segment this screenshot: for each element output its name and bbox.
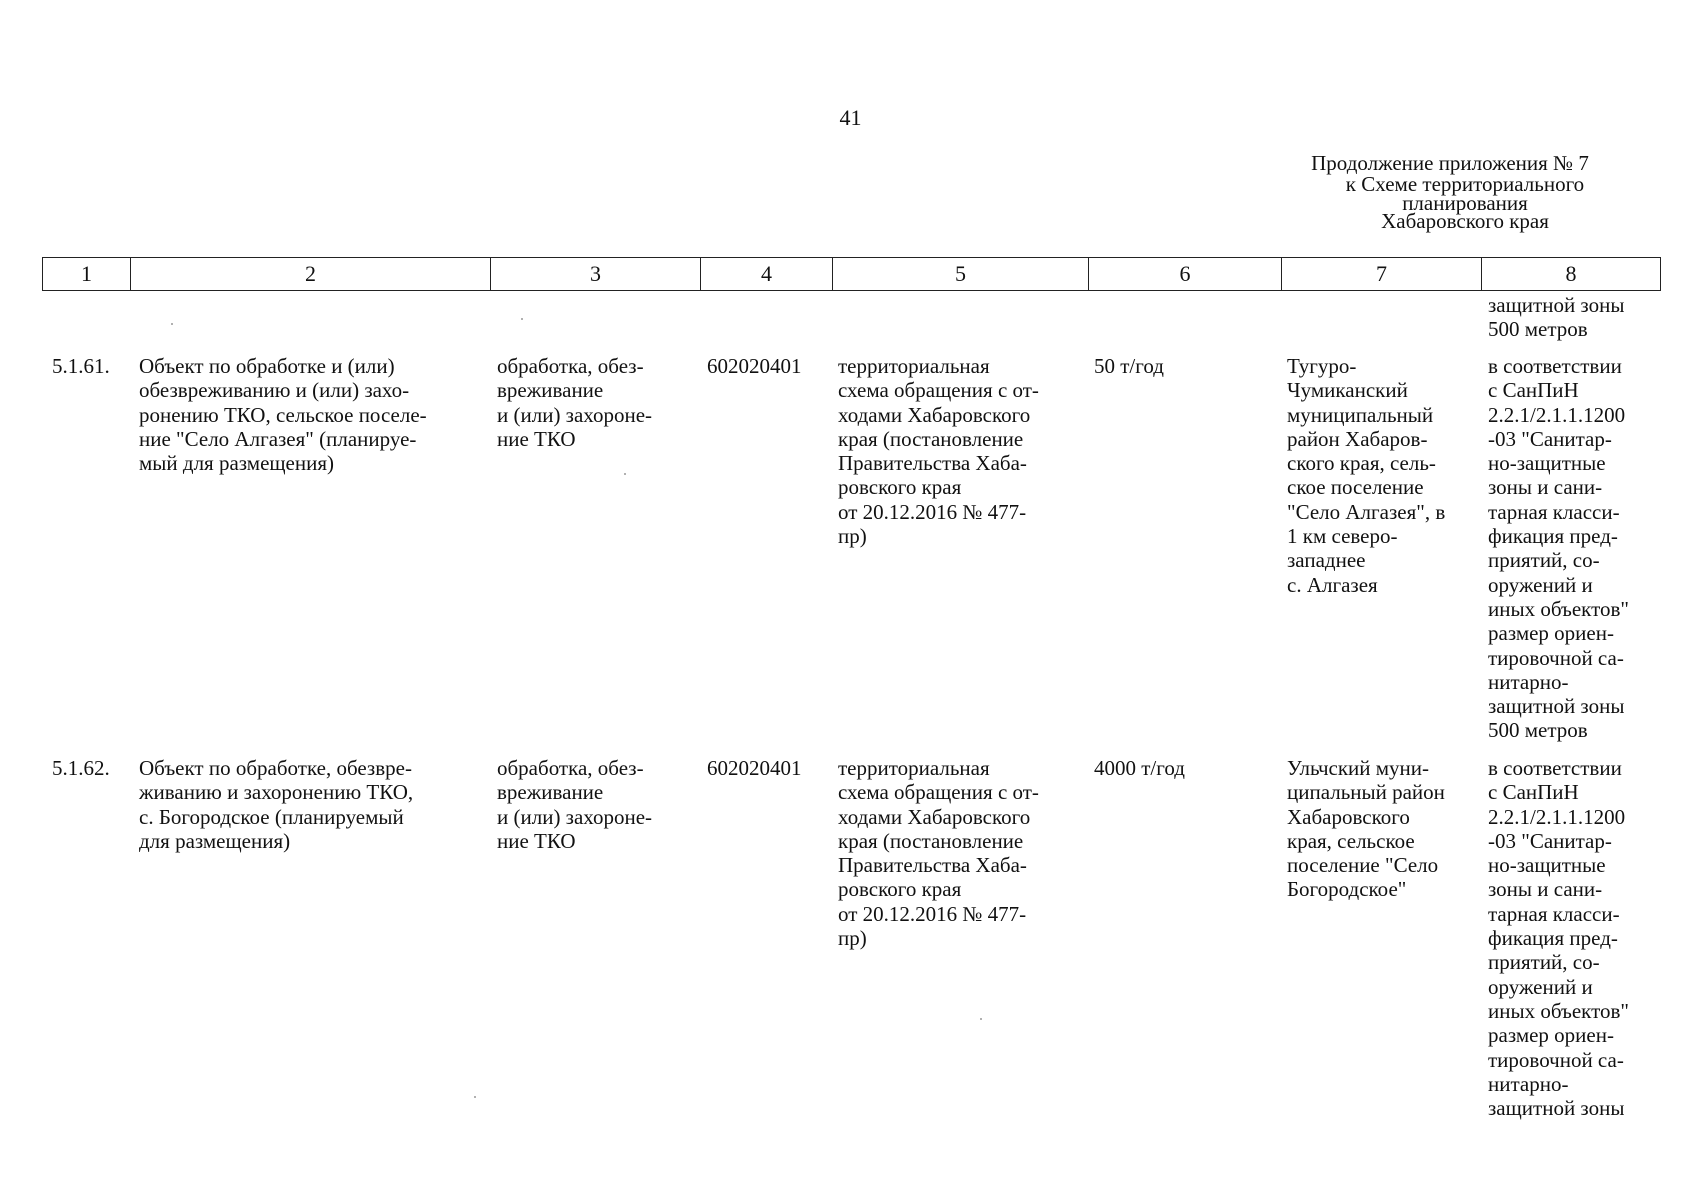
scan-speck — [521, 318, 523, 320]
header-col-5: 5 — [833, 258, 1089, 291]
protection-zone: в соответствии с СанПиН 2.2.1/2.1.1.1200 -03 "Санитар- но-защитные зоны и сани- тарная класси- фикация пред- приятий, со- оружений и иных объектов" размер ориен- тировочной са- нитарно- защитной зоны — [1488, 756, 1629, 1121]
header-col-8: 8 — [1482, 258, 1661, 291]
scan-speck — [980, 1018, 982, 1020]
scan-speck — [624, 473, 626, 475]
object-name: Объект по обработке и (или) обезвреживанию и (или) захо- ронению ТКО, сельское поселе- ние "Село Алгазея" (планируе- мый для размещения) — [139, 354, 427, 476]
object-name: Объект по обработке, обезвре- живанию и захоронению ТКО, с. Богородское (планируемый для размещения) — [139, 756, 414, 853]
object-code: 602020401 — [707, 756, 802, 780]
legal-basis: территориальная схема обращения с от- ходами Хабаровского края (постановление Правительства Хаба- ровского края от 20.12.2016 № 477- пр) — [838, 354, 1039, 549]
scan-speck — [474, 1096, 476, 1098]
appendix-line-3: планирования — [1402, 191, 1528, 215]
location: Ульчский муни- ципальный район Хабаровского края, сельское поселение "Село Богородское" — [1287, 756, 1445, 902]
appendix-line-4: Хабаровского края — [1381, 209, 1549, 233]
protection-zone: в соответствии с СанПиН 2.2.1/2.1.1.1200 -03 "Санитар- но-защитные зоны и сани- тарная класси- фикация пред- приятий, со- оружений и иных объектов" размер ориен- тировочной са- нитарно- защитной зоны 500 метров — [1488, 354, 1629, 743]
object-code: 602020401 — [707, 354, 802, 378]
header-col-3: 3 — [491, 258, 701, 291]
appendix-line-1: Продолжение приложения № 7 — [1311, 151, 1589, 175]
header-col-6: 6 — [1089, 258, 1282, 291]
object-purpose: обработка, обез- вреживание и (или) захороне- ние ТКО — [497, 354, 653, 451]
header-col-1: 1 — [43, 258, 131, 291]
legal-basis: территориальная схема обращения с от- ходами Хабаровского края (постановление Правительства Хаба- ровского края от 20.12.2016 № 477- пр) — [838, 756, 1039, 951]
appendix-line-2: к Схеме территориального — [1345, 172, 1585, 196]
row-number: 5.1.62. — [52, 756, 110, 780]
page-number: 41 — [839, 105, 862, 130]
object-purpose: обработка, обез- вреживание и (или) захороне- ние ТКО — [497, 756, 653, 853]
header-col-4: 4 — [701, 258, 833, 291]
row-number: 5.1.61. — [52, 354, 110, 378]
location: Тугуро- Чумиканский муниципальный район Хабаров- ского края, сель- ское поселение "Село Алгазея", в 1 км северо- западнее с. Алгазея — [1287, 354, 1446, 597]
capacity: 4000 т/год — [1094, 756, 1185, 780]
carryover-zone-text: защитной зоны 500 метров — [1488, 293, 1625, 342]
column-number-header — [42, 257, 1661, 291]
scan-speck — [171, 323, 173, 325]
header-col-7: 7 — [1282, 258, 1482, 291]
capacity: 50 т/год — [1094, 354, 1164, 378]
header-col-2: 2 — [131, 258, 491, 291]
appendix-heading — [1300, 153, 1630, 232]
